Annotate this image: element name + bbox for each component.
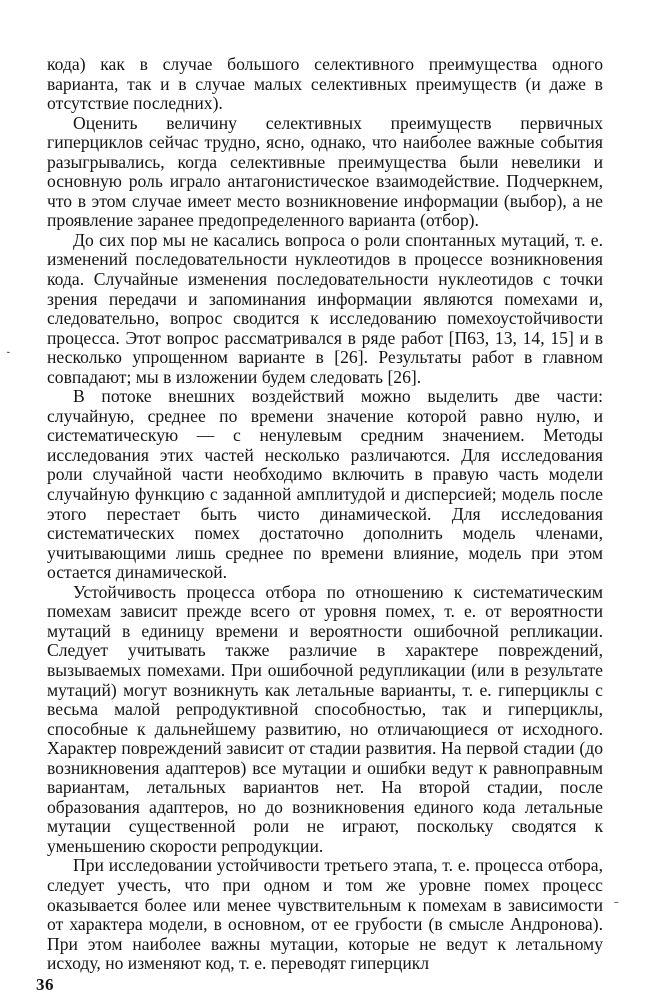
body-text [47, 55, 603, 974]
left-margin-mark: ˏ [0, 339, 12, 356]
paragraph-4: В потоке внешних воздействий можно выделить две части: случайную, среднее по времени значение которой равно нулю, и систематическую — с ненулевым средним значением. Методы исследования этих частей несколько различаются. Для исследования роли случайной части необходимо включить в правую часть модели случайную функцию с заданной амплитудой и дисперсией; модель после этого перестает быть чисто динамической. Для исследования систематических помех достаточно дополнить модель членами, учитывающими лишь среднее по времени влияние, модель при этом остается динамической. [47, 386, 603, 583]
page-number: 36 [36, 975, 54, 994]
paragraph-1: кода) как в случае большого селективного преимущества одного варианта, так и в случае малых селективных преимуществ (и даже в отсутствие последних). [47, 54, 603, 114]
paragraph-3: До сих пор мы не касались вопроса о роли спонтанных мутаций, т. е. изменений последовательности нуклеотидов в процессе возникновения кода. Случайные изменения последовательности нуклеотидов с точки зрения передачи и запоминания информации являются помехами и, следовательно, вопрос сводится к исследованию помехоустойчивости процесса. Этот вопрос рассматривался в ряде работ [П63, 13, 14, 15] и в несколько упрощенном варианте в [26]. Результаты работ в главном совпадают; мы в изложении будем следовать [26]. [47, 229, 603, 387]
right-margin-mark: ˗ [614, 894, 619, 909]
paragraph-5: Устойчивость процесса отбора по отношению к систематическим помехам зависит прежде всего от уровня помех, т. е. от вероятности мутаций в единицу времени и вероятности ошибочной репликации. Следует учитывать также различие в характере повреждений, вызываемых помехами. При ошибочной редупликации (или в результате мутаций) могут возникнуть как летальные варианты, т. е. гиперциклы с весьма малой репродуктивной способностью, так и гиперциклы, способные к дальнейшему развитию, но отличающиеся от исходного. Характер повреждений зависит от стадии развития. На первой стадии (до возникновения адаптеров) все мутации и ошибки ведут к равноправным вариантам, летальных вариантов нет. На второй стадии, после образования адаптеров, но до возникновения единого кода летальные мутации существенной роли не играют, поскольку сводятся к уменьшению скорости репродукции. [47, 581, 603, 856]
paragraph-2: Оценить величину селективных преимуществ первичных гиперциклов сейчас трудно, ясно, однако, что наиболее важные события разыгрывались, когда селективные преимущества были невелики и основную роль играло антагонистическое взаимодействие. Подчеркнем, что в этом случае имеет место возникновение информации (выбор), а не проявление заранее предопределенного варианта (отбор). [47, 112, 603, 231]
paragraph-6: При исследовании устойчивости третьего этапа, т. е. процесса отбора, следует учесть, что при одном и том же уровне помех процесс оказывается более или менее чувствительным к помехам в зависимости от характера модели, в основном, от ее грубости (в смысле Андронова). При этом наиболее важны мутации, которые не ведут к летальному исходу, но изменяют код, т. е. переводят гиперцикл [47, 855, 603, 974]
